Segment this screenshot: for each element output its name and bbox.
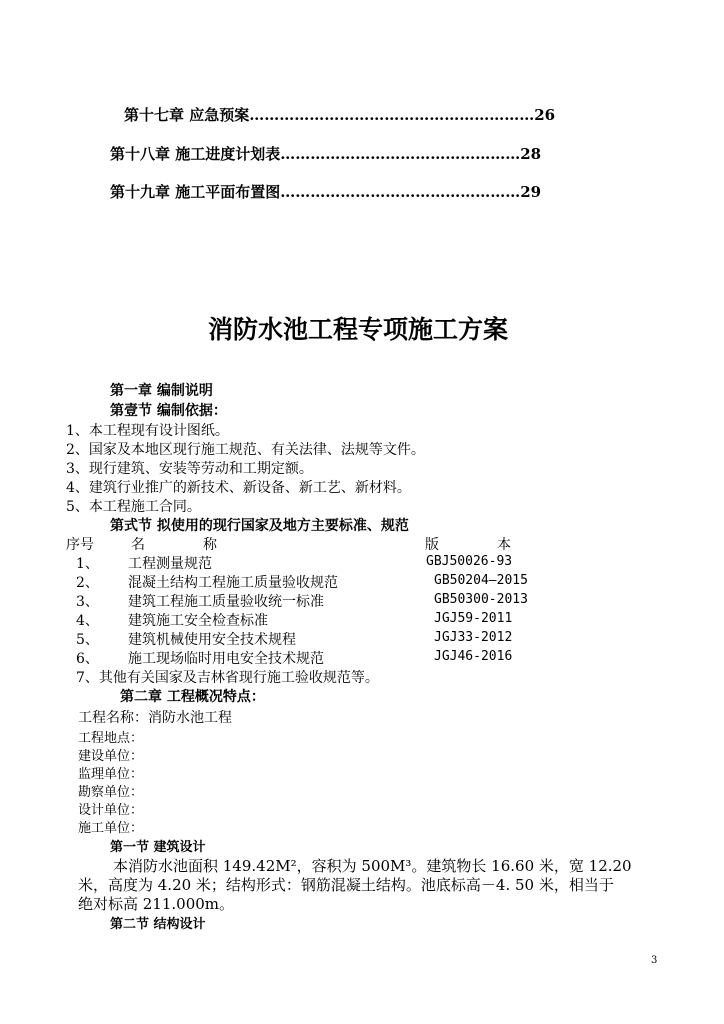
document-title: 消防水池工程专项施工方案 [208, 315, 509, 344]
table-row-num: 4、 [76, 613, 99, 629]
info-line: 勘察单位： [78, 785, 144, 800]
table-row-version: GB50204—2015 [434, 573, 528, 588]
basis-item: 3、现行建筑、安装等劳动和工期定额。 [66, 461, 313, 477]
paragraph-line: 绝对标高 211.000m。 [78, 895, 235, 913]
table-row-version: JGJ59-2011 [434, 611, 513, 626]
table-header-version: 本 [497, 537, 511, 553]
toc-entry: 第十九章 施工平面布置图…………………………………………29 [110, 183, 542, 201]
paragraph-line: 米，高度为 4.20 米；结构形式：钢筋混凝土结构。池底标高－4. 50 米，相当于 [78, 876, 614, 894]
basis-item: 1、本工程现有设计图纸。 [66, 423, 229, 439]
table-header-name: 名 [131, 537, 145, 553]
section-heading: 第式节 拟使用的现行国家及地方主要标准、规范 [110, 518, 409, 534]
basis-item: 5、本工程施工合同。 [66, 499, 201, 515]
info-line: 监理单位： [78, 767, 144, 782]
table-row-name: 建筑机械使用安全技术规程 [128, 632, 296, 648]
info-line: 工程地点： [78, 731, 144, 746]
table-row-version: GBJ50026-93 [426, 554, 513, 569]
table-row-name: 建筑工程施工质量验收统一标准 [128, 594, 324, 610]
paragraph-line: 本消防水池面积 149.42M²，容积为 500M³。建筑物长 16.60 米，宽 12.20 [113, 857, 632, 875]
table-header-version: 版 [425, 537, 439, 553]
section-heading: 第壹节 编制依据： [110, 403, 227, 419]
basis-item: 4、建筑行业推广的新技术、新设备、新工艺、新材料。 [66, 480, 411, 496]
table-row-num: 3、 [76, 594, 99, 610]
table-row-name: 工程测量规范 [128, 556, 212, 572]
table-row-version: JGJ46-2016 [434, 649, 513, 664]
basis-item: 2、国家及本地区现行施工规范、有关法律、法规等文件。 [66, 442, 425, 458]
table-footnote: 7、其他有关国家及吉林省现行施工验收规范等。 [76, 670, 379, 686]
table-row-num: 2、 [76, 575, 99, 591]
table-row-num: 5、 [76, 632, 99, 648]
table-header-num: 序号 [66, 537, 94, 553]
info-line: 设计单位： [78, 803, 144, 818]
chapter-heading: 第一章 编制说明 [110, 383, 213, 399]
page-number: 3 [651, 955, 658, 966]
section-heading: 第一节 建筑设计 [110, 840, 206, 855]
info-line: 建设单位： [78, 749, 144, 764]
chapter-heading: 第二章 工程概况特点： [120, 689, 265, 705]
table-row-num: 1、 [76, 556, 99, 572]
toc-entry: 第十七章 应急预案…………………………………………………26 [124, 106, 556, 124]
table-row-version: GB50300-2013 [434, 592, 528, 607]
table-row-name: 建筑施工安全检查标准 [128, 613, 268, 629]
section-heading: 第二节 结构设计 [110, 917, 206, 932]
table-row-num: 6、 [76, 651, 99, 667]
table-header-name: 称 [203, 537, 217, 553]
info-line: 施工单位： [78, 821, 144, 836]
info-line: 工程名称：消防水池工程 [78, 710, 232, 726]
table-row-name: 混凝土结构工程施工质量验收规范 [128, 575, 338, 591]
toc-entry: 第十八章 施工进度计划表…………………………………………28 [110, 145, 542, 163]
table-row-version: JGJ33-2012 [434, 630, 513, 645]
table-row-name: 施工现场临时用电安全技术规范 [128, 651, 324, 667]
